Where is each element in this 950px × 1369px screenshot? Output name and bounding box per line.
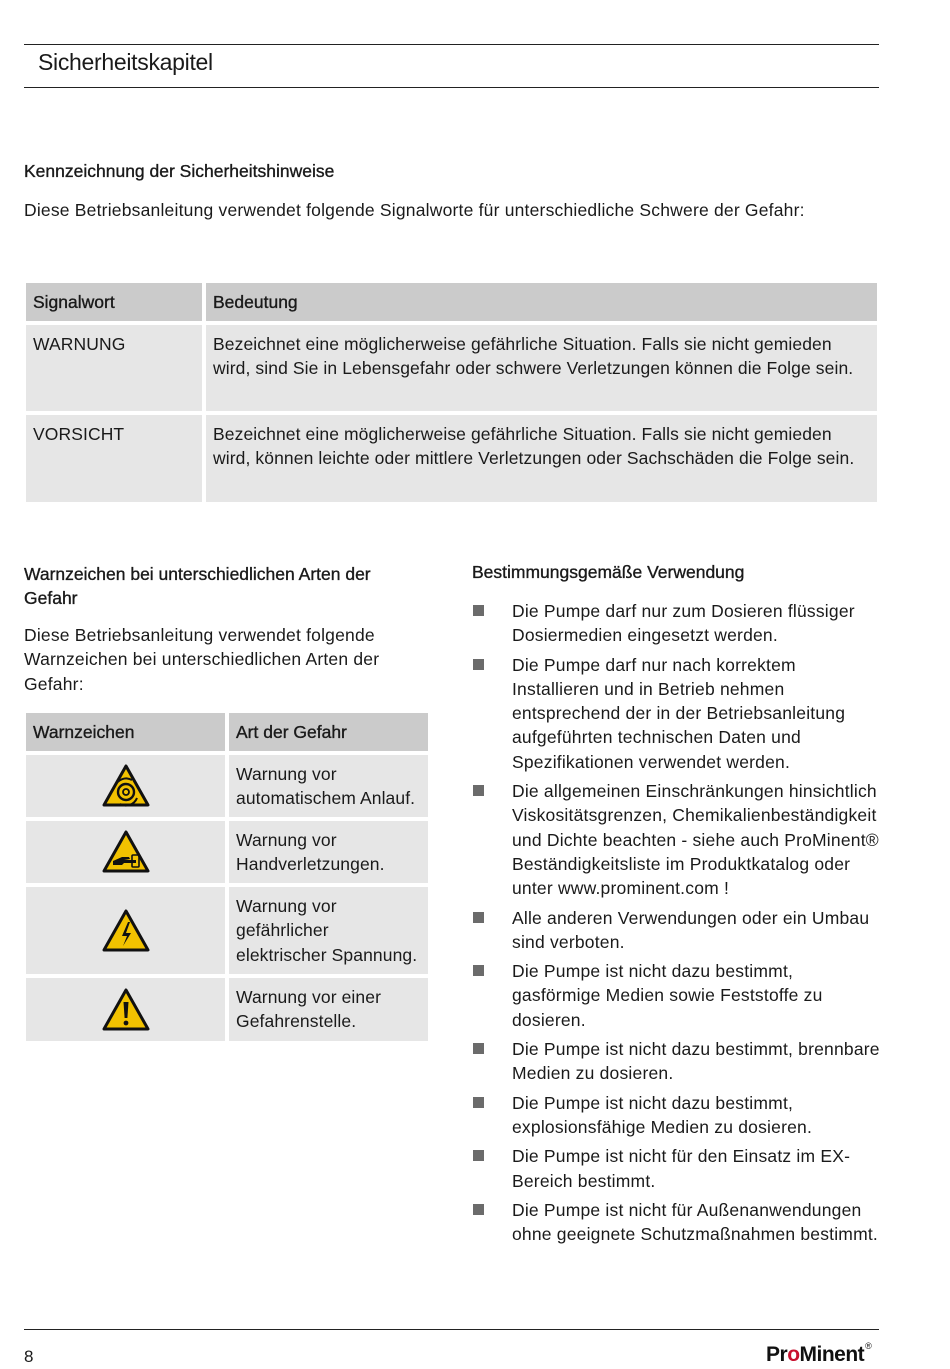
bullet-square-icon <box>473 1204 484 1215</box>
list-item <box>472 1091 882 1140</box>
signal-meaning: Bezeichnet eine möglicherweise gefährliche Situation. Falls sie nicht gemieden wird, können leichte oder mittlere Verletzungen oder Sachschäden die Folge sein. <box>213 424 855 469</box>
logo-text-accent: o <box>787 1343 800 1366</box>
bullet-square-icon <box>473 912 484 923</box>
table-header-cell <box>229 713 428 751</box>
table-cell-hazard <box>229 978 428 1041</box>
general-danger-warning-icon <box>102 988 150 1032</box>
bullet-square-icon <box>473 605 484 616</box>
chapter-title: Sicherheitskapitel <box>38 49 213 75</box>
table-header-cell <box>206 283 877 321</box>
table-cell-icon <box>26 887 225 974</box>
hazard-text: Warnung vor Handverletzungen. <box>236 830 385 875</box>
bullet-square-icon <box>473 965 484 976</box>
table-cell-icon <box>26 821 225 883</box>
hazard-text: Warnung vor automatischem Anlauf. <box>236 764 416 809</box>
list-item <box>472 653 882 774</box>
list-item <box>472 1144 882 1193</box>
list-item-text: Die allgemeinen Einschränkungen hinsichtlich Viskositätsgrenzen, Chemikalienbeständigkeit und Dichte beachten - siehe auch ProMinent® Beständigkeitsliste im Produktkatalog oder unter www.prominent.com ! <box>512 781 879 899</box>
automatic-start-warning-icon <box>102 764 150 808</box>
table-cell-hazard <box>229 887 428 974</box>
table-cell-meaning <box>206 325 877 411</box>
table-cell-icon <box>26 978 225 1041</box>
header-rule <box>24 87 879 88</box>
signal-word: WARNUNG <box>33 334 126 354</box>
table-cell-icon <box>26 755 225 817</box>
list-item-text: Alle anderen Verwendungen oder ein Umbau sind verboten. <box>512 907 870 952</box>
header-label: Signalwort <box>33 292 115 312</box>
hazard-text: Warnung vor gefährlicher elektrischer Spannung. <box>236 896 418 965</box>
header-label: Warnzeichen <box>33 722 135 742</box>
list-item-text: Die Pumpe ist nicht dazu bestimmt, gasförmige Medien sowie Feststoffe zu dosieren. <box>512 961 823 1030</box>
bullet-square-icon <box>473 1150 484 1161</box>
list-item-text: Die Pumpe ist nicht dazu bestimmt, explosionsfähige Medien zu dosieren. <box>512 1092 813 1137</box>
registered-mark: ® <box>865 1341 872 1351</box>
section-intro-signal-words: Diese Betriebsanleitung verwendet folgende Signalworte für unterschiedliche Schwere der Gefahr: <box>24 200 805 220</box>
electrical-voltage-warning-icon <box>102 909 150 953</box>
list-item-text: Die Pumpe darf nur nach korrektem Installieren und in Betrieb nehmen entsprechend der in der Betriebsanleitung aufgeführten technischen Daten und Spezifikationen verwendet werden. <box>512 654 846 772</box>
header-label: Art der Gefahr <box>236 722 347 742</box>
list-item <box>472 599 882 648</box>
signal-word: VORSICHT <box>33 424 125 444</box>
footer-rule <box>24 1329 879 1330</box>
logo-text: Pr <box>766 1343 788 1366</box>
table-header-cell <box>26 283 202 321</box>
prominent-logo <box>766 1343 871 1367</box>
table-cell-meaning <box>206 415 877 502</box>
list-item-text: Die Pumpe ist nicht für den Einsatz im EX-Bereich bestimmt. <box>512 1146 851 1191</box>
top-rule <box>24 44 879 45</box>
bullet-square-icon <box>473 659 484 670</box>
section-title-intended-use: Bestimmungsgemäße Verwendung <box>472 562 745 582</box>
list-item-text: Die Pumpe ist nicht für Außenanwendungen ohne geeignete Schutzmaßnahmen bestimmt. <box>512 1199 878 1245</box>
table-cell-signal-word <box>26 415 202 502</box>
section-title-signal-words: Kennzeichnung der Sicherheitshinweise <box>24 161 335 181</box>
page-number: 8 <box>24 1347 34 1366</box>
table-cell-signal-word <box>26 325 202 411</box>
header-label: Bedeutung <box>213 292 298 312</box>
list-item <box>472 906 882 955</box>
table-cell-hazard <box>229 821 428 883</box>
bullet-square-icon <box>473 785 484 796</box>
list-item <box>472 1037 882 1086</box>
signal-meaning: Bezeichnet eine möglicherweise gefährliche Situation. Falls sie nicht gemieden wird, sind Sie in Lebensgefahr oder schwere Verletzungen können die Folge sein. <box>213 334 854 379</box>
section-intro-warning-signs: Diese Betriebsanleitung verwendet folgende Warnzeichen bei unterschiedlichen Arten der Gefahr: <box>24 625 380 694</box>
hazard-text: Warnung vor einer Gefahrenstelle. <box>236 987 382 1032</box>
logo-text: Minent <box>799 1343 865 1366</box>
table-header-cell <box>26 713 225 751</box>
list-item <box>472 779 882 900</box>
list-item-text: Die Pumpe darf nur zum Dosieren flüssiger Dosiermedien eingesetzt werden. <box>512 601 855 646</box>
intended-use-list <box>472 599 882 1251</box>
list-item <box>472 1198 882 1247</box>
bullet-square-icon <box>473 1043 484 1054</box>
hand-injury-warning-icon <box>102 830 150 874</box>
list-item-text: Die Pumpe ist nicht dazu bestimmt, brennbare Medien zu dosieren. <box>512 1039 880 1084</box>
bullet-square-icon <box>473 1097 484 1108</box>
section-title-warning-signs: Warnzeichen bei unterschiedlichen Arten der Gefahr <box>24 564 371 608</box>
table-cell-hazard <box>229 755 428 817</box>
list-item <box>472 959 882 1032</box>
